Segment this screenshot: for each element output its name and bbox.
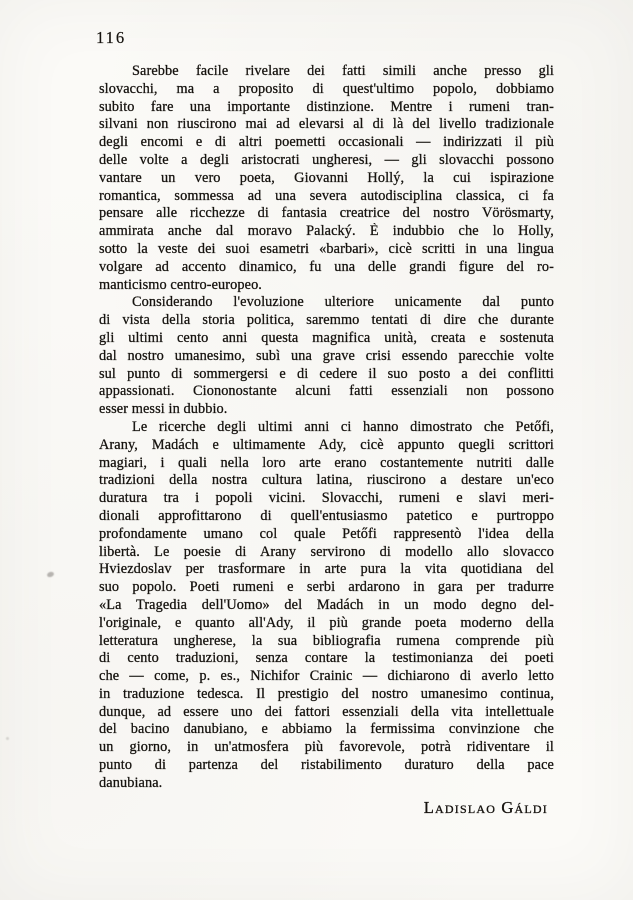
text-line: un giorno, in un'atmosfera più favorevole, potrà ridiventare il	[99, 739, 554, 756]
text-line: letteratura ungherese, la sua bibliografia rumena comprende più	[99, 632, 554, 649]
text-line: dal nostro umanesimo, subì una grave crisi essendo parecchie volte	[99, 347, 554, 364]
text-line: che — come, p. es., Nichifor Crainic — dichiarono di averlo letto	[99, 668, 554, 685]
text-line: di cento traduzioni, senza contare la testimonianza dei poeti	[99, 650, 554, 667]
text-line: pensare alle ricchezze di fantasia creatrice del nostro Vörösmarty,	[99, 205, 554, 222]
author-signature: Ladislao Gáldi	[423, 797, 548, 817]
text-line: romantica, sommessa ad una severa autodisciplina classica, ci fa	[99, 187, 554, 204]
text-line: tradizioni della nostra cultura latina, riuscirono a destare un'eco	[99, 472, 554, 489]
text-line: sul punto di sommergersi e di cedere il suo posto a dei conflitti	[99, 365, 554, 382]
text-line: Considerando l'evoluzione ulteriore unicamente dal punto	[132, 294, 554, 311]
text-line: vantare un vero poeta, Giovanni Hollý, la cui ispirazione	[99, 169, 554, 186]
text-line: silvani non riuscirono mai ad elevarsi al di là del livello tradizionale	[99, 116, 554, 133]
text-line: manticismo centro-europeo.	[99, 276, 262, 293]
text-line: volgare ad accento dinamico, fu una delle grandi figure del ro-	[99, 258, 554, 275]
text-line: «La Tragedia dell'Uomo» del Madách in un modo degno del-	[99, 596, 554, 613]
text-line: l'originale, e quanto all'Ady, il più grande poeta moderno della	[99, 614, 554, 631]
text-line: esser messi in dubbio.	[99, 401, 228, 418]
text-line: libertà. Le poesie di Arany servirono di modello allo slovacco	[99, 543, 554, 560]
text-line: ammirata anche dal moravo Palacký. È indubbio che lo Holly,	[99, 223, 554, 240]
text-line: duratura tra i popoli vicini. Slovacchi, rumeni e slavi meri-	[99, 490, 554, 507]
text-line: sotto la veste dei suoi esametri «barbari», cicè scritti in una lingua	[99, 240, 554, 257]
text-line: slovacchi, ma a proposito di quest'ultimo popolo, dobbiamo	[99, 80, 554, 97]
page-number: 116	[96, 28, 127, 47]
ink-speck	[46, 571, 54, 578]
text-line: punto di partenza del ristabilimento duraturo della pace	[99, 757, 554, 774]
text-line: di vista della storia politica, saremmo tentati di dire che durante	[99, 312, 554, 329]
text-line: Sarebbe facile rivelare dei fatti simili anche presso gli	[132, 63, 554, 79]
text-line: suo popolo. Poeti rumeni e serbi ardarono in gara per tradurre	[99, 579, 554, 596]
text-line: danubiana.	[99, 774, 163, 791]
text-line: appassionati. Ciononostante alcuni fatti essenziali non possono	[99, 383, 554, 400]
text-line: dionali approfittarono di quell'entusiasmo patetico e purtroppo	[99, 507, 554, 524]
text-line: subito fare una importante distinzione. Mentre i rumeni tran-	[99, 98, 554, 115]
text-block	[99, 63, 554, 818]
text-line: del bacino danubiano, e abbiamo la fermissima convinzione che	[99, 721, 554, 738]
text-line: delle volte a degli aristocrati ungheresi, — gli slovacchi possono	[99, 151, 554, 168]
text-line: gli ultimi cento anni questa magnifica unità, creata e sostenuta	[99, 329, 554, 346]
text-line: dunque, ad essere uno dei fattori essenziali della vita intellettuale	[99, 703, 554, 720]
text-line: degli encomi e di altri poemetti occasionali — indirizzati il più	[99, 134, 554, 151]
text-line: magiari, i quali nella loro arte erano costantemente nutriti dalle	[99, 454, 554, 471]
text-line: Hviezdoslav per trasformare in arte pura la vita quotidiana del	[99, 561, 554, 578]
text-line: Arany, Madách e ultimamente Ady, cicè appunto quegli scrittori	[99, 436, 554, 453]
text-line: profondamente umano col quale Petőfi rappresentò l'idea della	[99, 525, 554, 542]
text-line: in traduzione tedesca. Il prestigio del nostro umanesimo continua,	[99, 685, 554, 702]
text-line: Le ricerche degli ultimi anni ci hanno dimostrato che Petőfi,	[132, 418, 554, 435]
ink-speck	[6, 737, 9, 740]
